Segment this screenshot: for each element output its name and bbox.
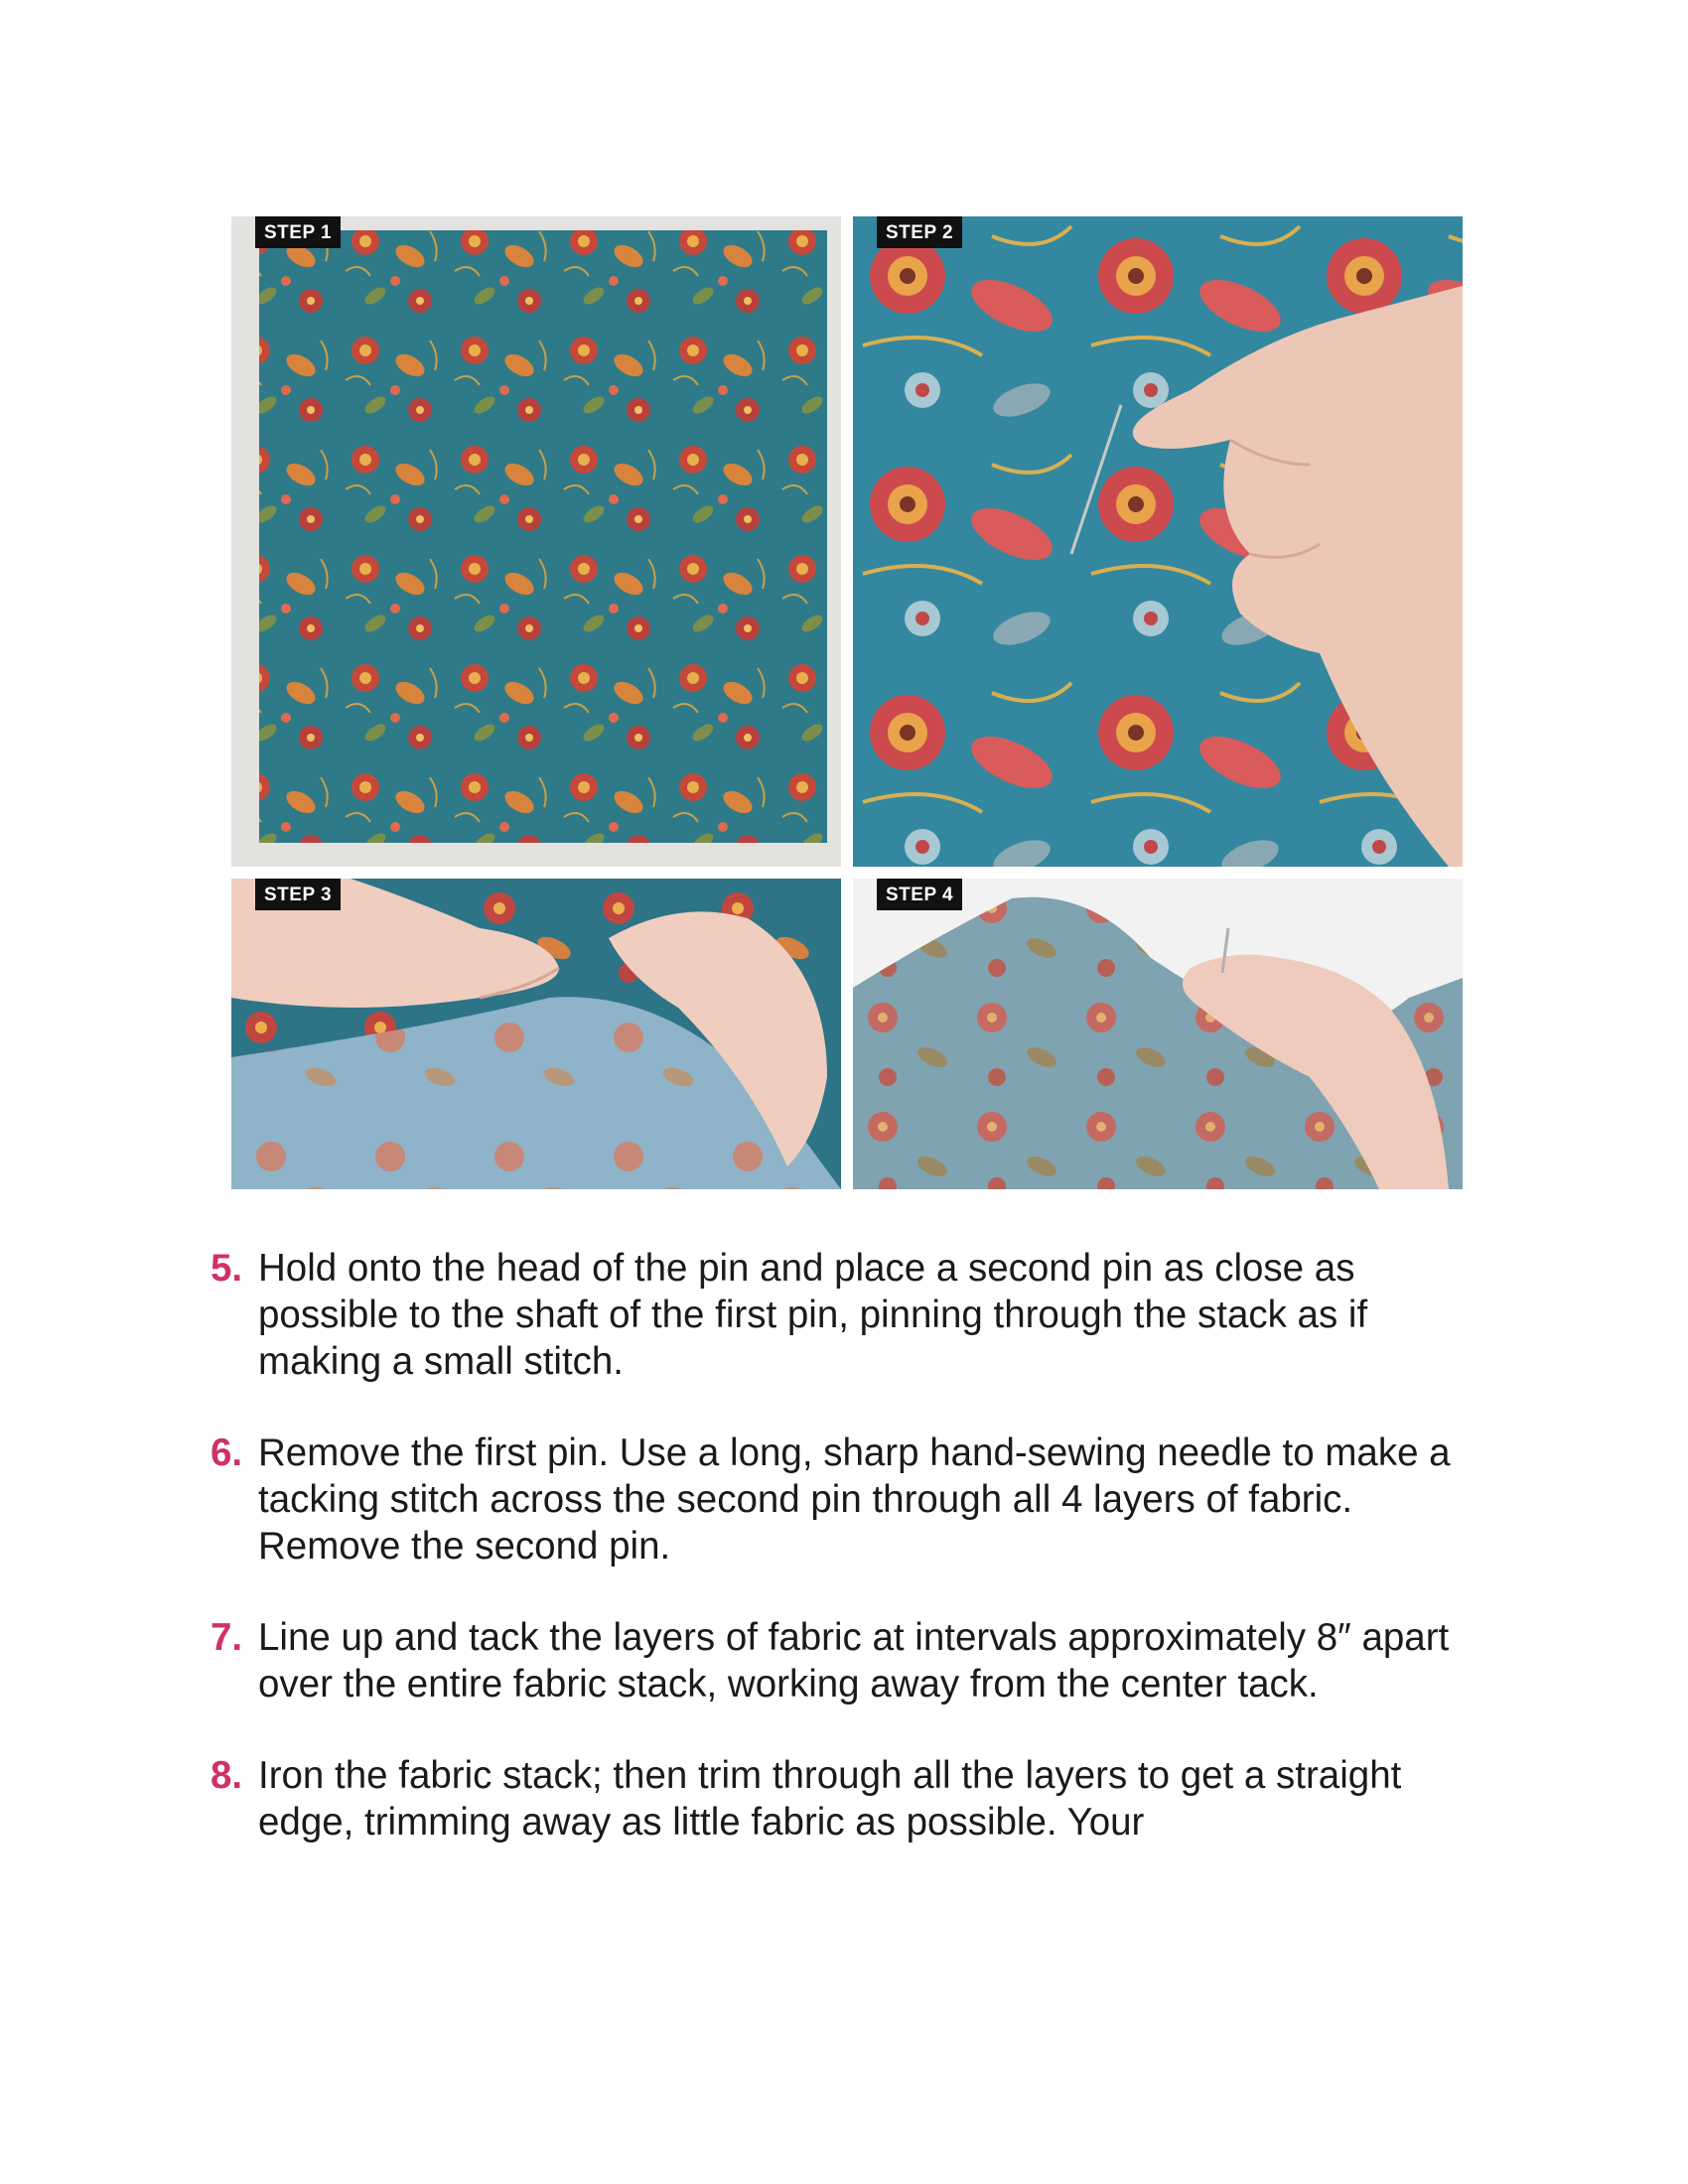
step-number: 6. (211, 1432, 243, 1474)
step-text: Remove the first pin. Use a long, sharp hand-sewing needle to make a tacking stitch across the second pin through all 4 layers of fabric. Remove the second pin. (258, 1432, 1451, 1568)
step-4-label: STEP 4 (877, 879, 962, 910)
step-item-5 (209, 1245, 1489, 1385)
step-text: Line up and tack the layers of fabric at intervals approximately 8″ apart over the entire fabric stack, working away from the center tack. (258, 1616, 1450, 1706)
step-number: 5. (211, 1247, 243, 1290)
step-3-label: STEP 3 (255, 879, 341, 910)
step-number: 7. (211, 1616, 243, 1659)
step-4-photo (853, 879, 1463, 1189)
step-text: Iron the fabric stack; then trim through all the layers to get a straight edge, trimming away as little fabric as possible. Your (258, 1754, 1402, 1843)
instruction-steps-list (209, 1245, 1489, 1890)
step-2-photo (853, 216, 1463, 867)
step-photo-grid (231, 216, 1463, 1189)
step-1-photo (231, 216, 841, 867)
step-text: Hold onto the head of the pin and place a second pin as close as possible to the shaft of the first pin, pinning through the stack as if making a small stitch. (258, 1247, 1368, 1383)
fabric-square-image (231, 216, 841, 867)
step-1-label: STEP 1 (255, 216, 341, 248)
hands-aligning-fabric-image (231, 879, 841, 1189)
step-number: 8. (211, 1754, 243, 1797)
hand-holding-pin-image (853, 879, 1463, 1189)
step-item-6 (209, 1430, 1489, 1570)
step-2-label: STEP 2 (877, 216, 962, 248)
step-3-photo (231, 879, 841, 1189)
step-item-7 (209, 1614, 1489, 1707)
step-item-8 (209, 1752, 1489, 1845)
hand-pinning-image (853, 216, 1463, 867)
